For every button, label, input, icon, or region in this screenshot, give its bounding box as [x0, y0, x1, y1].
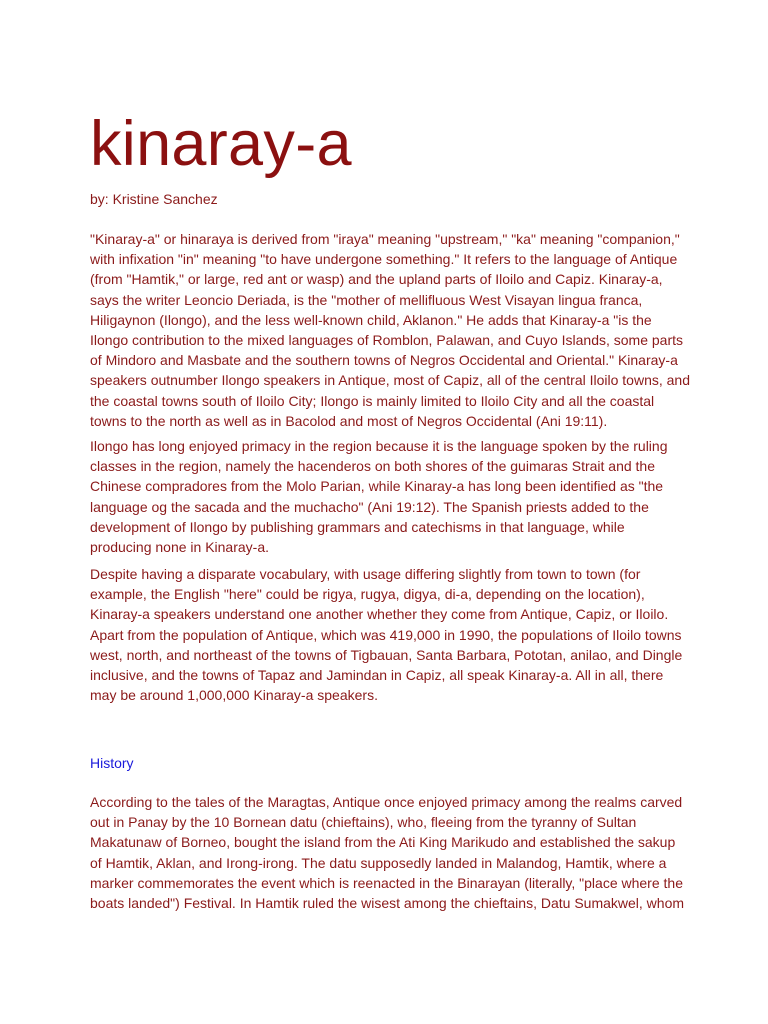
paragraph-ilongo-primacy: Ilongo has long enjoyed primacy in the region because it is the language spoken by the ruling classes in the region, namely the hacenderos on both shores of the guimaras Strait and the Chinese compradores from the Molo Parian, while Kinaray-a has long been identified as "the language og the sacada and the muchacho" (Ani 19:12). The Spanish priests added to the development of Ilongo by publishing grammars and catechisms in that language, while producing none in Kinaray-a.	[90, 438, 668, 556]
paragraph-etymology: "Kinaray-a" or hinaraya is derived from "iraya" meaning "upstream," "ka" meaning "companion," with infixation "in" meaning "to have undergone something." It refers to the language of Antique (from "Hamtik," or large, red ant or wasp) and the upland parts of Iloilo and Capiz. Kinaray-a, says the writer Leoncio Deriada, is the "mother of mellifluous West Visayan lingua franca, Hiligaynon (Ilongo), and the less well-known child, Aklanon." He adds that Kinaray-a "is the Ilongo contribution to the mixed languages of Romblon, Palawan, and Cuyo Islands, some parts of Mindoro and Masbate and the southern towns of Negros Occidental and Oriental." Kinaray-a speakers outnumber Ilongo speakers in Antique, most of Capiz, all of the central Iloilo towns, and the coastal towns south of Iloilo City; Ilongo is mainly limited to Iloilo City and all the coastal towns to the north as well as in Bacolod and most of Negros Occidental (Ani 19:11).	[90, 231, 691, 429]
author-byline: by: Kristine Sanchez	[90, 191, 218, 207]
paragraph-history: According to the tales of the Maragtas, Antique once enjoyed primacy among the realms carved out in Panay by the 10 Bornean datu (chieftains), who, fleeing from the tyranny of Sultan Makatunaw of Borneo, bought the island from the Ati King Marikudo and established the sakup of Hamtik, Aklan, and Irong-irong. The datu supposedly landed in Malandog, Hamtik, where a marker commemorates the event which is reenacted in the Binarayan (literally, "place where the boats landed") Festival. In Hamtik ruled the wisest among the chieftains, Datu Sumakwel, whom	[90, 794, 685, 912]
history-heading: History	[90, 755, 134, 771]
document-title: kinaray-a	[90, 109, 352, 179]
paragraph-speakers: Despite having a disparate vocabulary, with usage differing slightly from town to town (for example, the English "here" could be rigya, rugya, digya, di-a, depending on the location), Kinaray-a speakers understand one another whether they come from Antique, Capiz, or Iloilo. Apart from the population of Antique, which was 419,000 in 1990, the populations of Iloilo towns west, north, and northeast of the towns of Tigbauan, Santa Barbara, Pototan, anilao, and Dingle inclusive, and the towns of Tapaz and Jamindan in Capiz, all speak Kinaray-a. All in all, there may be around 1,000,000 Kinaray-a speakers.	[90, 566, 683, 704]
